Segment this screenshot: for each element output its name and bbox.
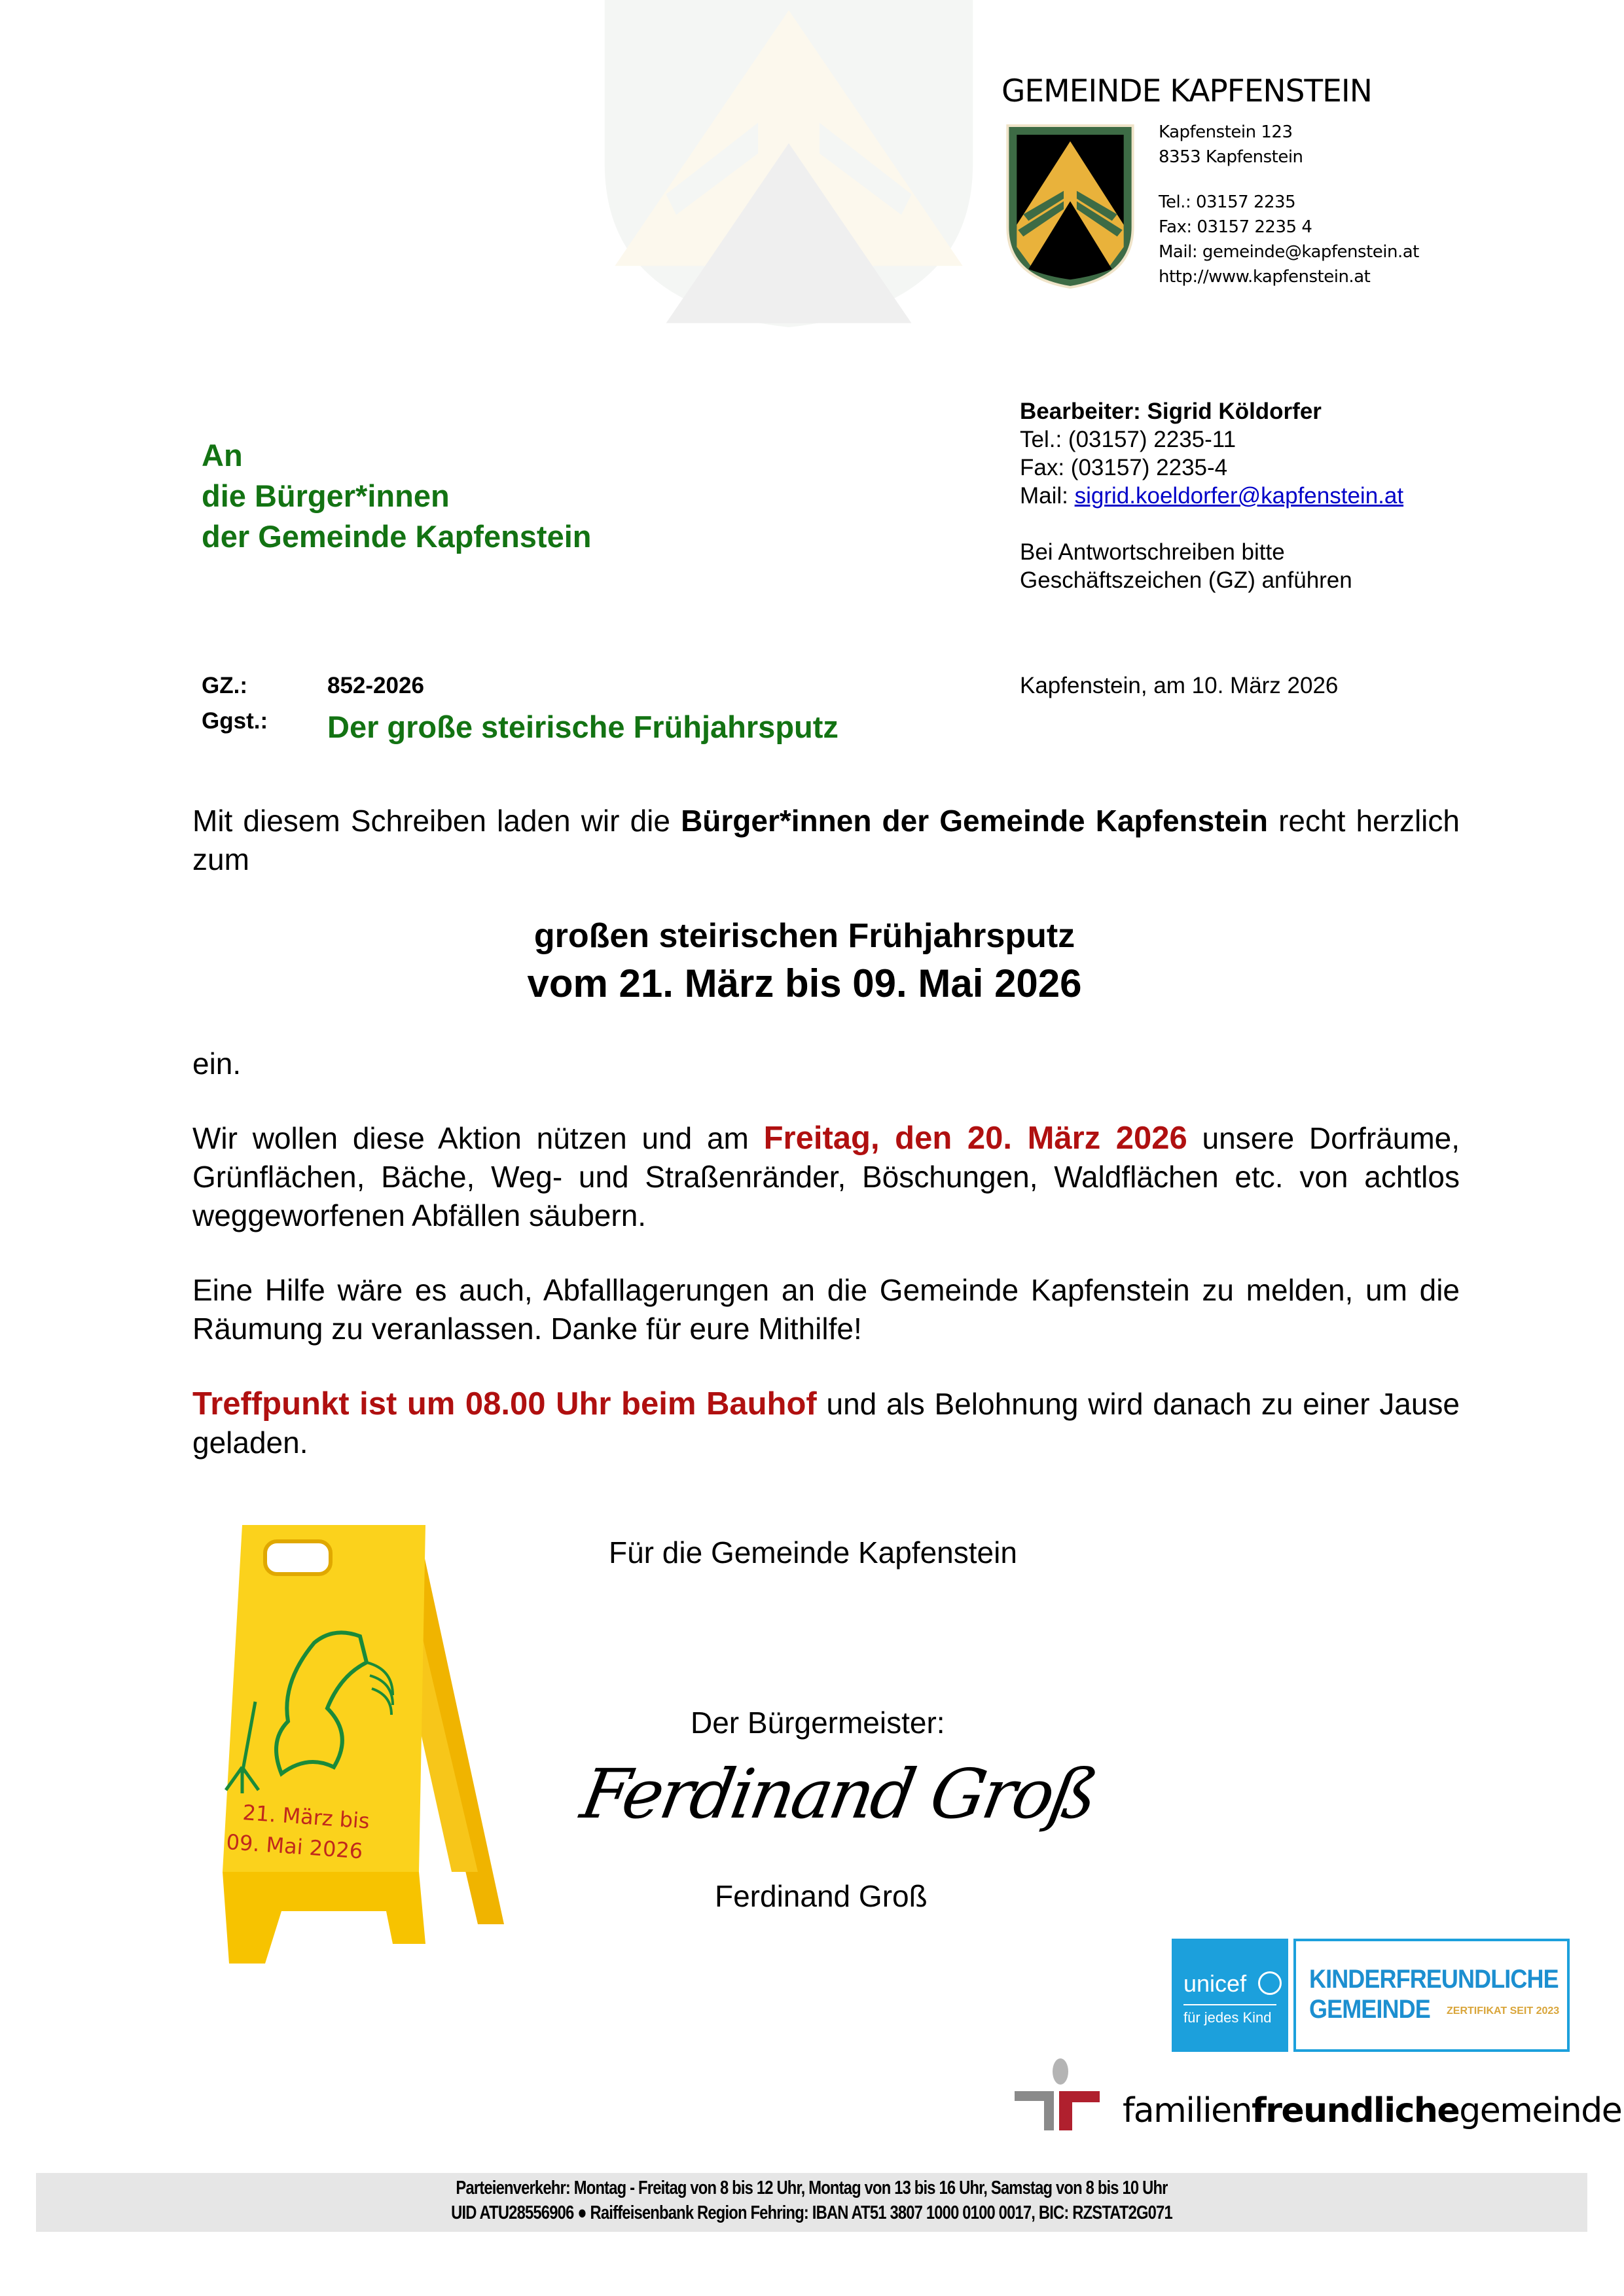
fam-part-2: freundliche	[1252, 2091, 1460, 2130]
handwritten-signature: Ferdinand Groß	[575, 1754, 1102, 1834]
clerk-block	[1020, 397, 1403, 594]
recipient-line-1: An	[202, 438, 243, 473]
municipality-name: GEMEINDE KAPFENSTEIN	[1001, 73, 1372, 109]
header-mail: Mail: gemeinde@kapfenstein.at	[1159, 242, 1419, 262]
clerk-note-2: Geschäftszeichen (GZ) anführen	[1020, 567, 1352, 593]
cleaning-sign-image	[203, 1505, 511, 1970]
subject-label: Ggst.:	[202, 708, 268, 734]
fam-part-1: familien	[1123, 2091, 1252, 2130]
clerk-name: Bearbeiter: Sigrid Köldorfer	[1020, 399, 1322, 424]
intro-prefix: Mit diesem Schreiben laden wir die	[192, 804, 681, 838]
recipient-block	[202, 435, 592, 557]
address-line-2: 8353 Kapfenstein	[1159, 147, 1303, 167]
sign-text-line-2: 09. Mai 2026	[225, 1829, 364, 1864]
unicef-brand: unicef	[1183, 1970, 1247, 1997]
intro-paragraph	[192, 802, 1460, 879]
header-web[interactable]: http://www.kapfenstein.at	[1159, 267, 1371, 287]
unicef-globe-icon	[1258, 1971, 1282, 1995]
clerk-mail-label: Mail:	[1020, 483, 1075, 509]
fam-part-3: gemeinde	[1459, 2091, 1622, 2130]
header-tel: Tel.: 03157 2235	[1159, 192, 1296, 212]
clerk-note-1: Bei Antwortschreiben bitte	[1020, 539, 1285, 565]
paragraph-meeting	[192, 1385, 1460, 1462]
footer-iban: Raiffeisenbank Region Fehring: IBAN AT51 3807 1000 0100 0017, BIC: RZSTAT2G071	[586, 2202, 1172, 2223]
fam-wordmark	[1123, 2091, 1621, 2130]
gz-value: 852-2026	[327, 673, 424, 698]
municipality-crest-icon	[1005, 123, 1136, 290]
footer-bank-info	[175, 2200, 1447, 2225]
letter-date: Kapfenstein, am 10. März 2026	[1020, 673, 1339, 698]
familienfreundliche-logo	[1015, 2055, 1622, 2134]
watermark-crest	[576, 0, 1001, 327]
subject-value: Der große steirische Frühjahrsputz	[327, 709, 839, 744]
recipient-line-2: die Bürger*innen	[202, 478, 450, 513]
family-figure-icon	[1015, 2055, 1113, 2134]
event-title: großen steirischen Frühjahrsputz	[533, 917, 1075, 955]
clerk-mail-row	[1020, 482, 1403, 510]
intro-suffix: recht herzlich zum	[192, 804, 1460, 876]
p2-prefix: Wir wollen diese Aktion nützen und am	[192, 1121, 764, 1155]
clerk-fax: Fax: (03157) 2235-4	[1020, 455, 1228, 480]
paragraph-report: Eine Hilfe wäre es auch, Abfalllagerungen an die Gemeinde Kapfenstein zu melden, um die Räumung zu veranlassen. Danke für eure Mithilfe!	[192, 1273, 1460, 1346]
ein-word: ein.	[192, 1047, 242, 1081]
kinder-line-2: GEMEINDE	[1309, 1995, 1430, 2024]
p4-suffix: und als Belohnung wird danach zu einer Jause geladen.	[192, 1387, 1460, 1460]
intro-bold: Bürger*innen der Gemeinde Kapfenstein	[681, 804, 1268, 838]
header-fax: Fax: 03157 2235 4	[1159, 217, 1312, 237]
p2-highlight-date: Freitag, den 20. März 2026	[763, 1121, 1187, 1156]
paragraph-cleanup	[192, 1119, 1460, 1235]
footer-uid: UID ATU28556906	[451, 2202, 578, 2223]
p2-suffix: unsere Dorfräume, Grünflächen, Bäche, Weg- und Straßenränder, Böschungen, Waldflächen etc. von achtlos weggeworfenen Abfällen säubern.	[192, 1121, 1460, 1232]
event-dates: vom 21. März bis 09. Mai 2026	[527, 961, 1082, 1005]
address-line-1: Kapfenstein 123	[1159, 122, 1293, 142]
bullet-icon: ●	[577, 2202, 586, 2223]
signature-name: Ferdinand Groß	[715, 1879, 928, 1913]
unicef-badge	[1172, 1939, 1288, 2052]
clerk-tel: Tel.: (03157) 2235-11	[1020, 427, 1236, 452]
meeting-point: Treffpunkt ist um 08.00 Uhr beim Bauhof	[192, 1386, 817, 1422]
clerk-mail-link[interactable]: sigrid.koeldorfer@kapfenstein.at	[1074, 483, 1404, 509]
footer-bar	[36, 2173, 1587, 2232]
recipient-line-3: der Gemeinde Kapfenstein	[202, 519, 592, 554]
kinder-cert: ZERTIFIKAT SEIT 2023	[1447, 2005, 1560, 2017]
kinderfreundliche-badge	[1293, 1939, 1570, 2052]
signature-title: Der Bürgermeister:	[691, 1706, 945, 1740]
unicef-tagline: für jedes Kind	[1183, 2009, 1272, 2026]
footer-office-hours: Parteienverkehr: Montag - Freitag von 8 bis 12 Uhr, Montag von 13 bis 16 Uhr, Samstag von 8 bis 10 Uhr	[456, 2178, 1168, 2198]
signature-for-line: Für die Gemeinde Kapfenstein	[609, 1535, 1017, 1570]
sign-text-line-1: 21. März bis	[242, 1800, 370, 1834]
gz-label: GZ.:	[202, 673, 247, 698]
kinder-line-1: KINDERFREUNDLICHE	[1309, 1965, 1559, 1994]
